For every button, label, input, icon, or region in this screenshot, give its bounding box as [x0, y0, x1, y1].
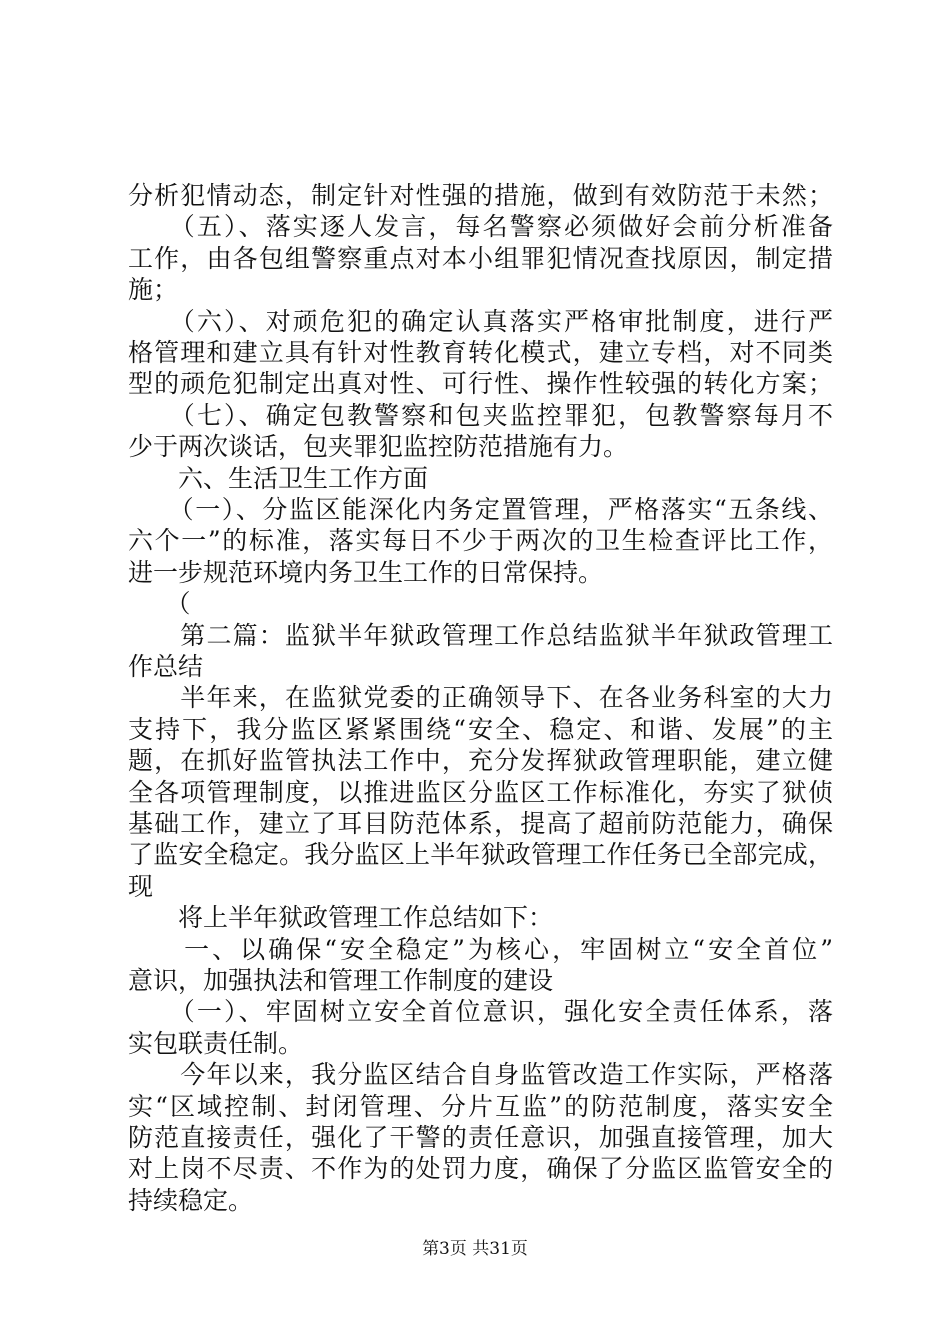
text-line: （七）、确定包教警察和包夹监控罪犯，包教警察每月不 — [128, 400, 833, 430]
text-line: 防范直接责任，强化了干警的责任意识，加强直接管理，加大 — [128, 1123, 833, 1152]
text-line: （ — [128, 589, 191, 619]
text-line: （一）、牢固树立安全首位意识，强化安全责任体系，落 — [128, 997, 833, 1027]
page-footer: 第3页 共31页 — [422, 1239, 528, 1259]
text-line: 半年来，在监狱党委的正确领导下、在各业务科室的大力 — [128, 683, 833, 713]
text-line: 分析犯情动态，制定针对性强的措施，做到有效防范于未然； — [128, 181, 833, 210]
text-line: 进一步规范环境内务卫生工作的日常保持。 — [128, 557, 604, 587]
section-heading: 六、生活卫生工作方面 — [128, 463, 429, 493]
section-heading: 一、以确保“安全稳定”为核心，牢固树立“安全首位” — [128, 934, 833, 964]
text-line: 实包联责任制。 — [128, 1028, 304, 1058]
text-line: 少于两次谈话，包夹罪犯监控防范措施有力。 — [128, 432, 629, 462]
text-line: 工作，由各包组警察重点对本小组罪犯情况查找原因，制定措 — [128, 243, 833, 273]
text-line: 题，在抓好监管执法工作中，充分发挥狱政管理职能，建立健 — [128, 746, 833, 776]
text-line: 了监安全稳定。我分监区上半年狱政管理工作任务已全部完成， — [128, 840, 833, 870]
article-title: 第二篇：监狱半年狱政管理工作总结监狱半年狱政管理工 — [128, 620, 833, 650]
article-title: 作总结 — [128, 652, 204, 681]
text-line: （六）、对顽危犯的确定认真落实严格审批制度，进行严 — [128, 306, 833, 336]
text-line: 基础工作，建立了耳目防范体系，提高了超前防范能力，确保 — [128, 809, 833, 838]
text-line: 全各项管理制度，以推进监区分监区工作标准化，夯实了狱侦 — [128, 777, 833, 807]
text-line: 现 — [128, 871, 154, 901]
text-line: 持续稳定。 — [128, 1185, 254, 1215]
text-line: 将上半年狱政管理工作总结如下： — [128, 903, 554, 933]
text-line: 对上岗不尽责、不作为的处罚力度，确保了分监区监管安全的 — [128, 1154, 833, 1184]
text-line: （一）、分监区能深化内务定置管理，严格落实“五条线、 — [128, 495, 833, 524]
text-line: 今年以来，我分监区结合自身监管改造工作实际，严格落 — [128, 1060, 833, 1090]
section-heading: 意识，加强执法和管理工作制度的建设 — [128, 966, 554, 995]
text-line: 施； — [128, 275, 179, 305]
text-line: 格管理和建立具有针对性教育转化模式，建立专档，对不同类 — [128, 338, 833, 367]
text-line: （五）、落实逐人发言，每名警察必须做好会前分析准备 — [128, 212, 833, 242]
text-line: 支持下，我分监区紧紧围绕“安全、稳定、和谐、发展”的主 — [128, 714, 833, 744]
text-line: 六个一”的标准，落实每日不少于两次的卫生检查评比工作， — [128, 526, 833, 556]
text-line: 型的顽危犯制定出真对性、可行性、操作性较强的转化方案； — [128, 369, 833, 399]
text-line: 实“区域控制、封闭管理、分片互监”的防范制度，落实安全 — [128, 1091, 833, 1121]
